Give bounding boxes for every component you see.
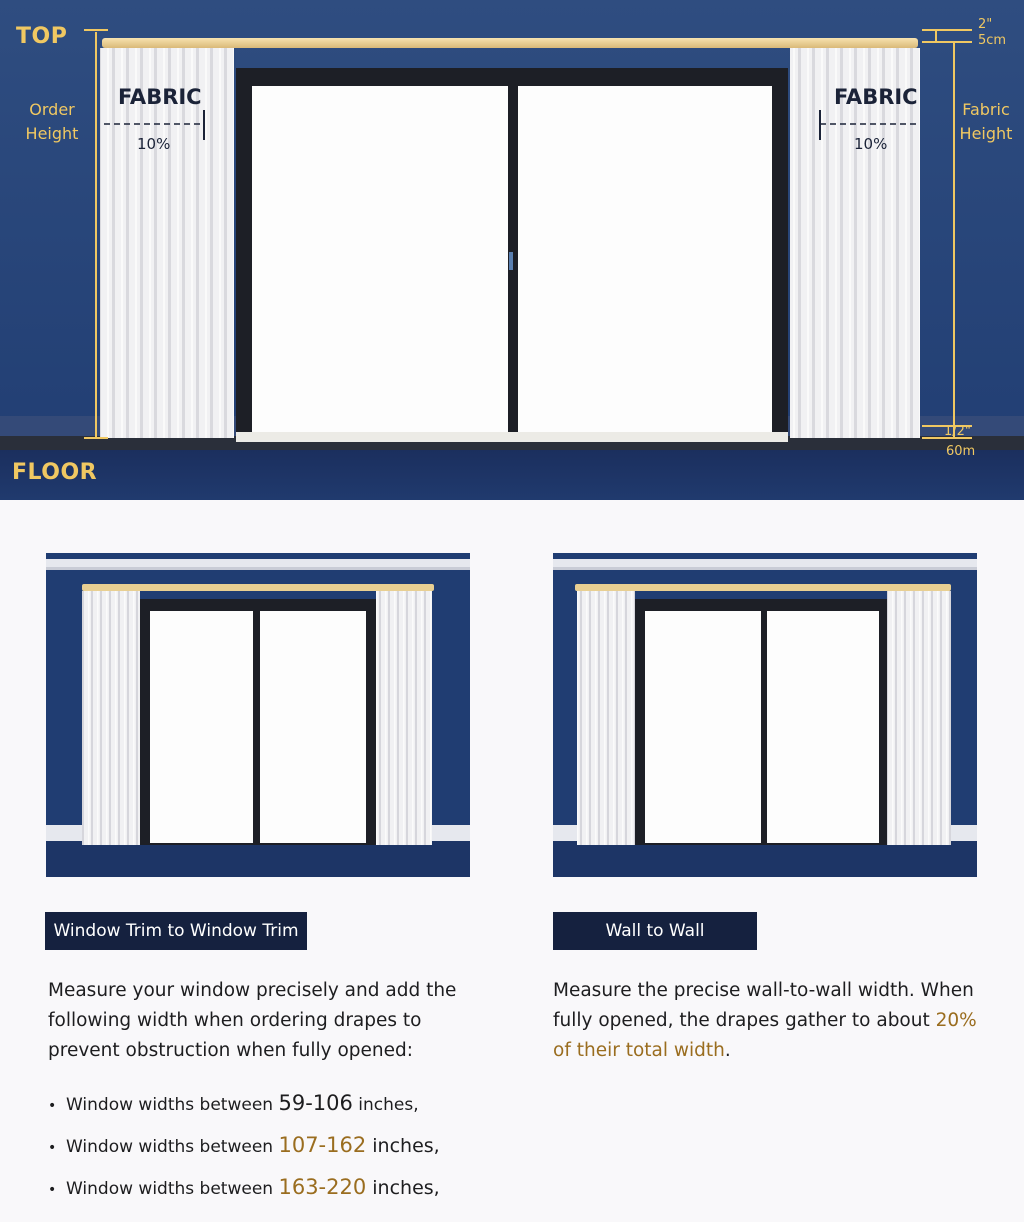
bullet-prefix: Window widths between (66, 1095, 279, 1115)
fabric-label-right: FABRIC (834, 85, 918, 109)
bullet-range: 107-162 (278, 1133, 367, 1157)
bullet-suffix: inches, (366, 1135, 440, 1157)
floor-label: FLOOR (12, 460, 98, 485)
wall-to-wall-description (553, 976, 983, 1066)
wall-description-text: Measure the precise wall-to-wall width. When fully opened, the drapes gather to about (553, 980, 974, 1031)
width-ranges-list (48, 1086, 440, 1212)
order-height-label: Order Height (25, 100, 79, 143)
wall-description-highlight: 20% of their total width (553, 1010, 977, 1061)
list-item (48, 1170, 440, 1212)
hero-scene (0, 0, 1024, 500)
top-gap-inches: 2" (978, 17, 993, 32)
wall-to-wall-illustration (553, 553, 977, 877)
bullet-suffix: inches, (352, 1095, 419, 1115)
top-label: TOP (16, 24, 68, 49)
fabric-percent-right: 10% (854, 135, 888, 153)
bullet-prefix: Window widths between (66, 1179, 279, 1199)
trim-scene (46, 553, 470, 877)
bullet-dot: • (48, 1140, 57, 1156)
top-gap-cm: 5cm (978, 33, 1007, 48)
bullet-dot: • (48, 1182, 57, 1198)
trim-to-trim-tag: Window Trim to Window Trim (45, 912, 307, 950)
fabric-label-left: FABRIC (118, 85, 202, 109)
wall-description-end: . (724, 1040, 731, 1061)
bullet-dot: • (48, 1098, 57, 1114)
bullet-prefix: Window widths between (66, 1137, 279, 1157)
fabric-height-label: Fabric Height (959, 100, 1013, 143)
list-item (48, 1086, 440, 1128)
trim-to-trim-illustration (46, 553, 470, 877)
trim-to-trim-description: Measure your window precisely and add the following width when ordering drapes to prevent obstruction when fully opened: (48, 980, 457, 1061)
fabric-percent-left: 10% (137, 135, 171, 153)
bullet-range: 163-220 (278, 1175, 367, 1199)
wall-scene (553, 553, 977, 877)
list-item (48, 1128, 440, 1170)
hero-illustration (0, 0, 1024, 500)
bullet-range: 59-106 (278, 1091, 353, 1115)
bottom-gap-inches: 1/2" (944, 424, 971, 439)
wall-to-wall-tag: Wall to Wall (553, 912, 757, 950)
bottom-gap-cm: 60m (946, 444, 976, 459)
bullet-suffix: inches, (366, 1177, 440, 1199)
